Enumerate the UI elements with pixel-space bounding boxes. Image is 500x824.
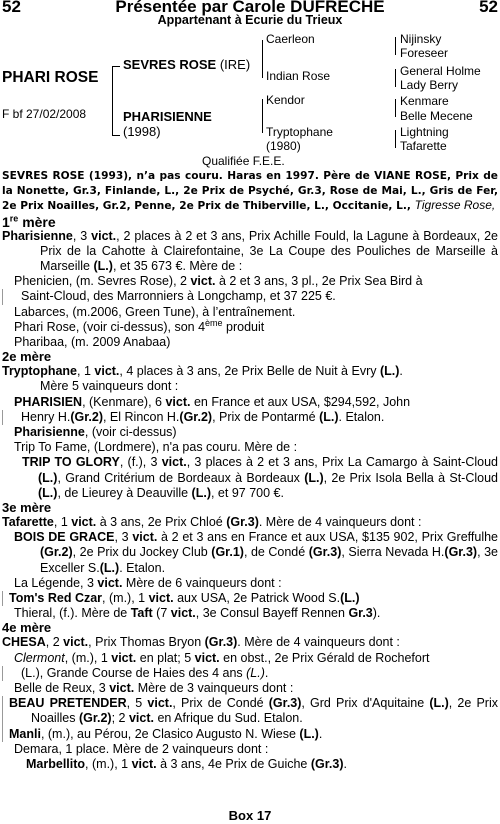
pedigree-ggs-3: General Holme <box>400 64 481 78</box>
dam-year: (1998) <box>123 124 161 139</box>
pedigree-ggs-8: Tafarette <box>400 139 447 153</box>
produce-trip-to-glory: TRIP TO GLORY, (f.), 3 vict., 3 places à 2 et 3 ans, Prix La Camargo à Saint-Cloud (L.), Grand Critérium de Bordeaux à Bordeaux (L.), 2e Prix Isola Bella à St-Cloud (L.), de Lieurey à Deauville (L.), et 97 700 €. <box>22 455 499 500</box>
produce-manli: Manli, (m.), au Pérou, 2e Clasico Augusto N. Wiese (L.). <box>2 727 498 742</box>
produce-demara: Demara, 1 place. Mère de 2 vainqueurs dont : <box>14 741 269 756</box>
produce-pharisien: PHARISIEN, (Kenmare), 6 vict. en France et aux USA, $294,592, John <box>14 394 411 409</box>
produce-beau-pretender: BEAU PRETENDER, 5 vict., Prix de Condé (Gr.3), Grd Prix d'Aquitaine (L.), 2e Prix Noailles (Gr.2); 2 vict. en Afrique du Sud. Etalon. <box>2 696 498 726</box>
produce-toms-red-czar: Tom's Red Czar, (m.), 1 vict. aux USA, 2e Patrick Wood S.(L.) <box>2 591 498 606</box>
first-dam-entry: Pharisienne, 3 vict., 2 places à 2 et 3 ans, Prix Achille Fould, la Lagune à Bordeaux, 2e Prix de la Cahotte à Clairefontaine, 3e La Coupe des Pouliches de Marseille à Marseille (L.), et 35 673 €. Mère de : <box>2 228 498 273</box>
pedigree-ggs-7: Lightning <box>400 125 449 139</box>
lot-number-left: 52 <box>2 0 21 16</box>
pedigree-gs-1: Caerleon <box>266 32 315 46</box>
dam-name: PHARISIENNE <box>123 109 212 124</box>
catalogue-body <box>2 169 498 772</box>
pedigree-bracket <box>395 99 396 117</box>
sire-intro: SEVRES ROSE (1993), n’a pas couru. Haras en 1997. Père de VIANE ROSE, Prix de la Nonette, Gr.3, Finlande, L., 2e Prix de Psyché, Gr.3, Rose de Mai, L., Gris de Fer, 2e Prix Noailles, Gr.2, Penne, 2e Prix de Thiberville, L., Occitanie, L., Tigresse Rose, <box>2 170 498 212</box>
produce-pharisienne: Pharisienne, (voir ci-dessus) <box>14 424 177 439</box>
pedigree-ggs-6: Belle Mecene <box>400 109 473 123</box>
pedigree-ggs-2: Foreseer <box>400 46 449 60</box>
produce-la-legende: La Légende, 3 vict. Mère de 6 vainqueurs dont : <box>14 575 282 590</box>
lot-number-right: 52 <box>479 0 498 16</box>
pedigree-bracket <box>262 40 263 78</box>
pedigree-bracket <box>262 99 263 133</box>
produce-phari-rose: Phari Rose, (voir ci-dessus), son 4ème produit <box>14 317 265 334</box>
produce-bois-de-grace: BOIS DE GRACE, 3 vict. à 2 et 3 ans en France et aux USA, $135 902, Prix Greffulhe (Gr.2), 2e Prix du Jockey Club (Gr.1), de Condé (Gr.3), Sierra Nevada H.(Gr.3), 3e Exceller S.(L.). Etalon. <box>14 530 498 575</box>
pedigree-bracket <box>395 69 396 87</box>
pedigree-ggs-5: Kenmare <box>400 94 449 108</box>
second-dam-summary: Mère 5 vainqueurs dont : <box>40 379 179 394</box>
page-title: Présentée par Carole DUFRECHE <box>115 0 385 16</box>
produce-labarces: Labarces, (m.2006, Green Tune), à l’entraînement. <box>14 304 296 319</box>
produce-belle-de-reux: Belle de Reux, 3 vict. Mère de 3 vainqueurs dont : <box>14 680 294 695</box>
pedigree-gs-4-year: (1980) <box>266 139 301 153</box>
horse-name: PHARI ROSE <box>2 69 99 86</box>
pedigree-gs-4: Tryptophane <box>266 125 333 139</box>
pedigree-gs-3: Kendor <box>266 93 305 107</box>
pedigree-ggs-4: Lady Berry <box>400 78 459 92</box>
produce-phenicien: Phenicien, (m. Sevres Rose), 2 vict. à 2 et 3 ans, 3 pl., 2e Prix Sea Bird à <box>14 274 423 289</box>
qualification: Qualifiée F.E.E. <box>202 154 285 168</box>
produce-clermont: Clermont, (m.), 1 vict. en plat; 5 vict. en obst., 2e Prix Gérald de Rochefort <box>14 650 430 665</box>
fourth-dam-entry: CHESA, 2 vict., Prix Thomas Bryon (Gr.3). Mère de 4 vainqueurs dont : <box>2 635 400 650</box>
section-fourth-dam: 4e mère <box>2 620 52 636</box>
horse-details: F bf 27/02/2008 <box>2 107 87 121</box>
sire-name: SEVRES ROSE (IRE) <box>123 57 251 72</box>
pedigree-bracket <box>395 130 396 148</box>
section-second-dam: 2e mère <box>2 349 52 365</box>
pedigree-tick <box>112 135 120 136</box>
pedigree-tick <box>112 66 120 67</box>
pedigree-ggs-1: Nijinsky <box>400 32 442 46</box>
produce-marbellito: Marbellito, (m.), 1 vict. à 3 ans, 4e Prix de Guiche (Gr.3). <box>26 757 347 771</box>
box-number: Box 17 <box>228 808 272 823</box>
third-dam-entry: Tafarette, 1 vict. à 3 ans, 2e Prix Chloé (Gr.3). Mère de 4 vainqueurs dont : <box>2 514 422 529</box>
section-third-dam: 3e mère <box>2 499 52 515</box>
pedigree-gs-2: Indian Rose <box>266 69 331 83</box>
section-first-dam: 1re mère <box>2 212 56 230</box>
produce-phenicien-cont: Saint-Cloud, des Marronniers à Longchamp, et 37 225 €. <box>2 289 498 304</box>
pedigree-bracket <box>395 37 396 55</box>
second-dam-entry: Tryptophane, 1 vict., 4 places à 3 ans, 2e Prix Belle de Nuit à Evry (L.). <box>2 364 403 379</box>
produce-pharisien-cont: Henry H.(Gr.2), El Rincon H.(Gr.2), Prix de Pontarmé (L.). Etalon. <box>2 410 498 425</box>
owner-line: Appartenant à Ecurie du Trieux <box>157 13 343 27</box>
produce-clermont-cont: (L.), Grande Course de Haies des 4 ans (L.). <box>2 666 498 681</box>
produce-trip-to-fame: Trip To Fame, (Lordmere), n'a pas couru. Mère de : <box>14 440 298 455</box>
pedigree-bracket-main <box>112 66 113 136</box>
produce-thieral: Thieral, (f.). Mère de Taft (7 vict., 3e Consul Bayeff Rennen Gr.3). <box>14 606 381 621</box>
produce-pharibaa: Pharibaa, (m. 2009 Anabaa) <box>14 334 171 349</box>
